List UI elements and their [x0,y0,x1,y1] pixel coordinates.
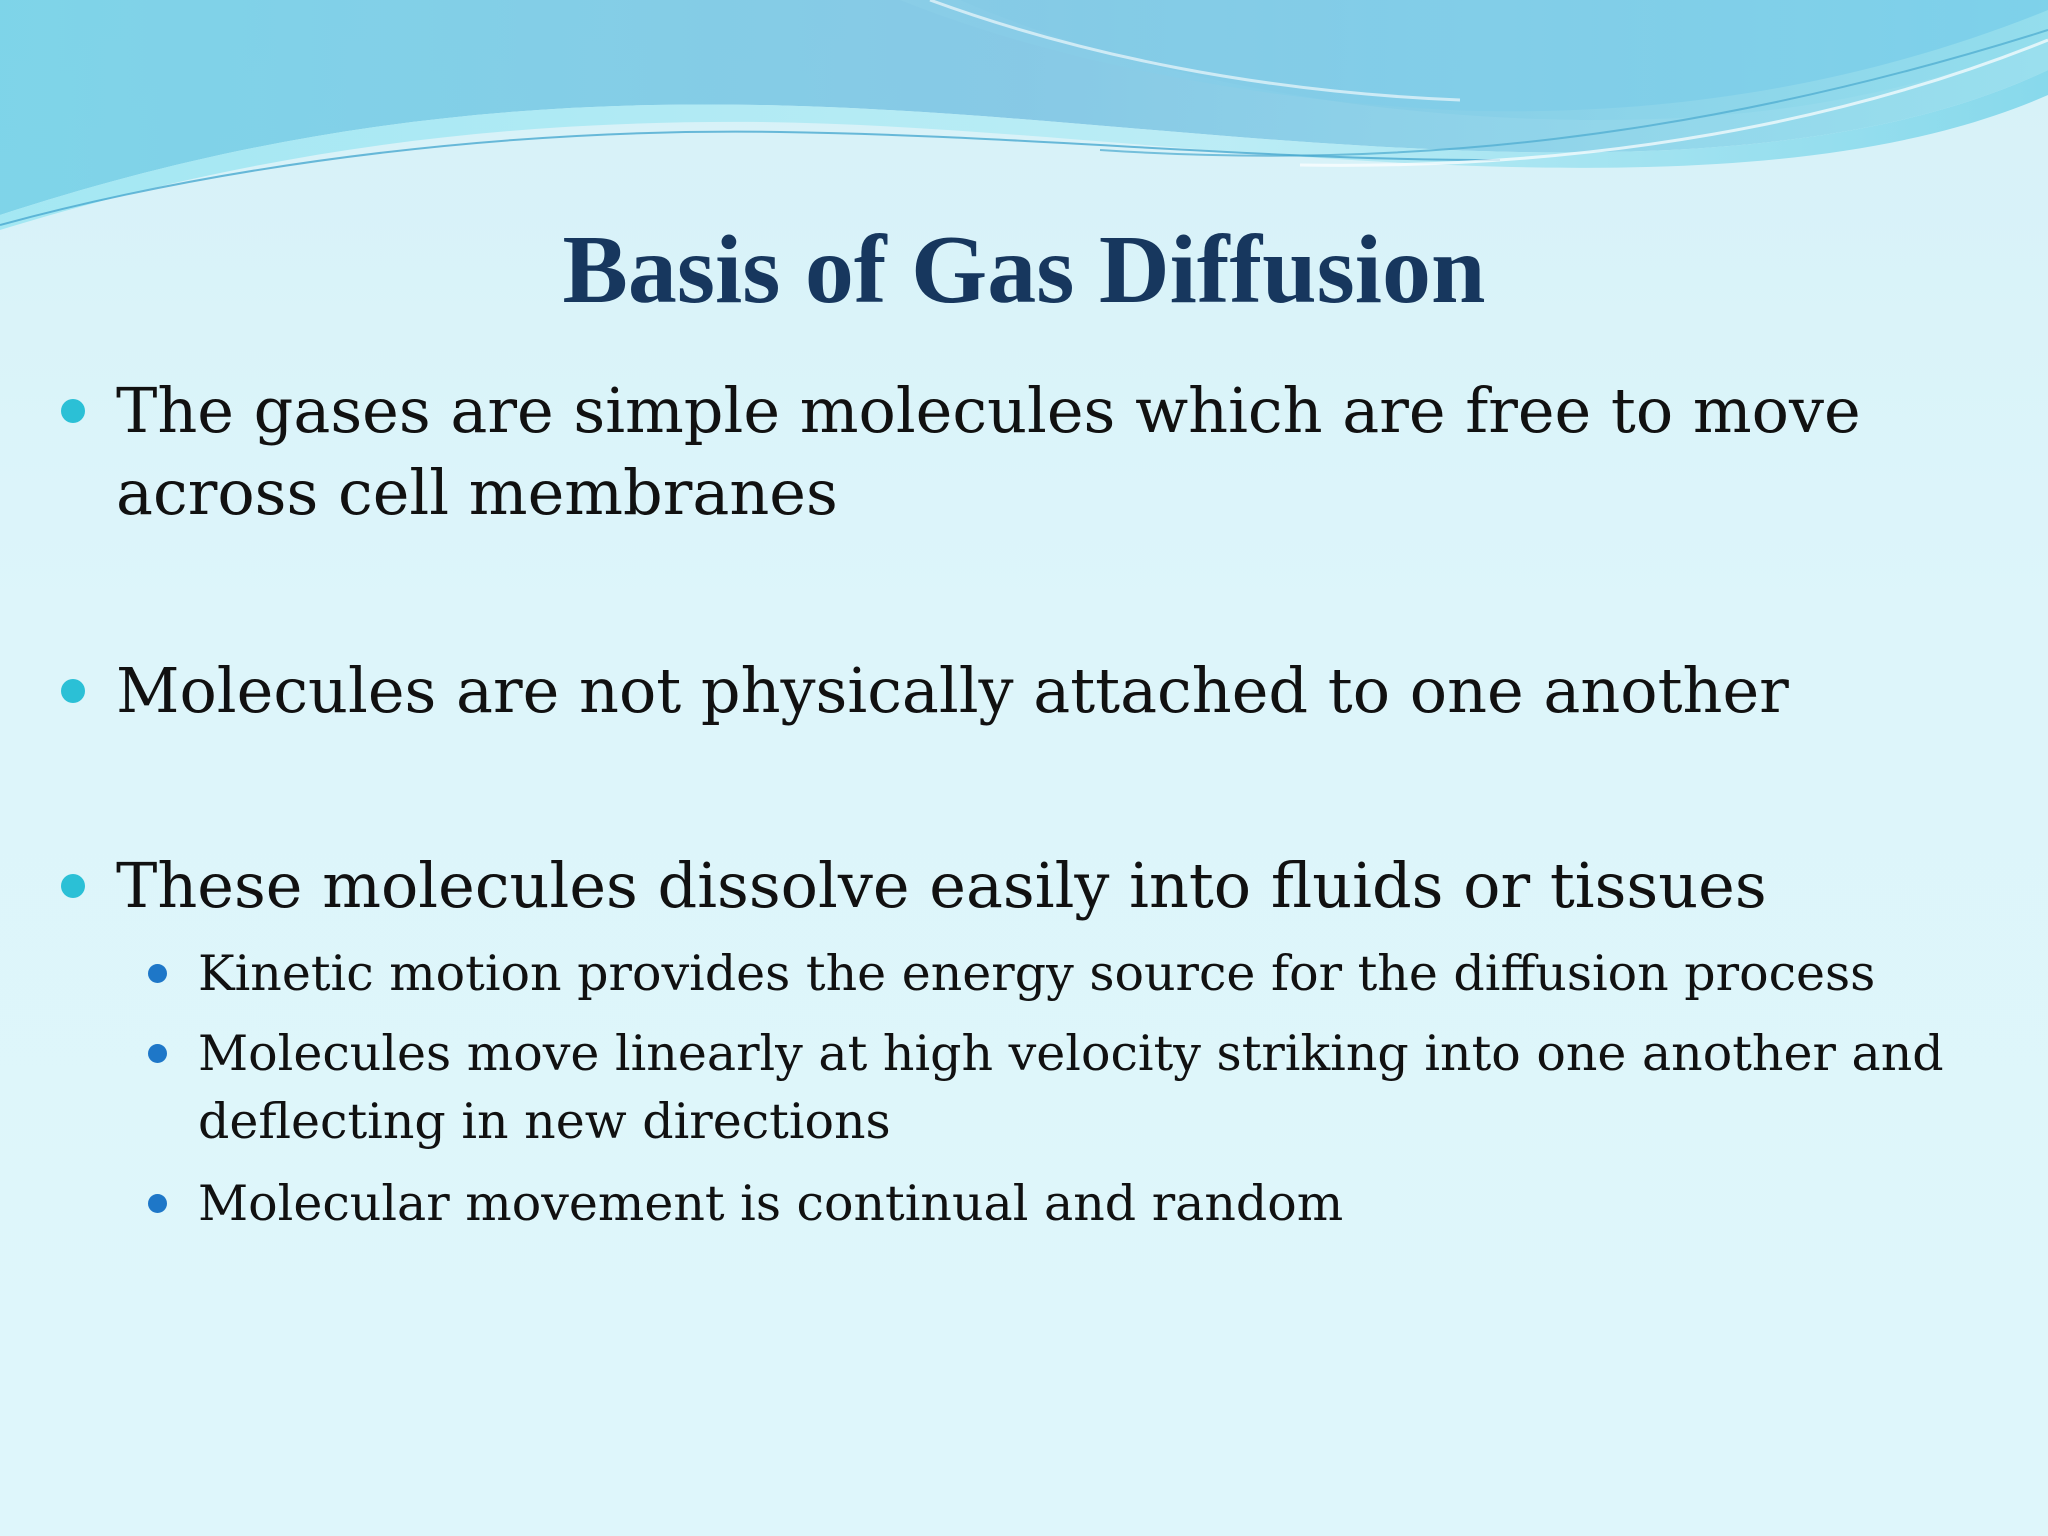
small-circle-bullet-icon [148,964,167,983]
small-circle-bullet-icon [148,1194,167,1213]
sub-bullet-text: Molecular movement is continual and random [198,1175,1344,1232]
sub-bullet-text: Kinetic motion provides the energy source for the diffusion process [198,945,1876,1002]
bullet-text: These molecules dissolve easily into fluids or tissues [116,849,1767,922]
bullet-text: The gases are simple molecules which are free to move across cell membranes [116,374,1861,529]
circle-bullet-icon [61,399,85,423]
sub-bullet-item [198,1170,1998,1238]
circle-bullet-icon [61,679,85,703]
sub-bullet-text: Molecules move linearly at high velocity striking into one another and deflecting in new directions [198,1025,1944,1150]
bullet-item [116,370,1976,534]
circle-bullet-icon [61,874,85,898]
small-circle-bullet-icon [148,1044,167,1063]
bullet-text: Molecules are not physically attached to one another [116,654,1789,727]
bullet-item [116,845,1976,927]
slide-title: Basis of Gas Diffusion [562,216,1486,324]
sub-bullet-item [198,940,1998,1008]
bullet-item [116,650,1976,732]
sub-bullet-item [198,1020,1998,1156]
